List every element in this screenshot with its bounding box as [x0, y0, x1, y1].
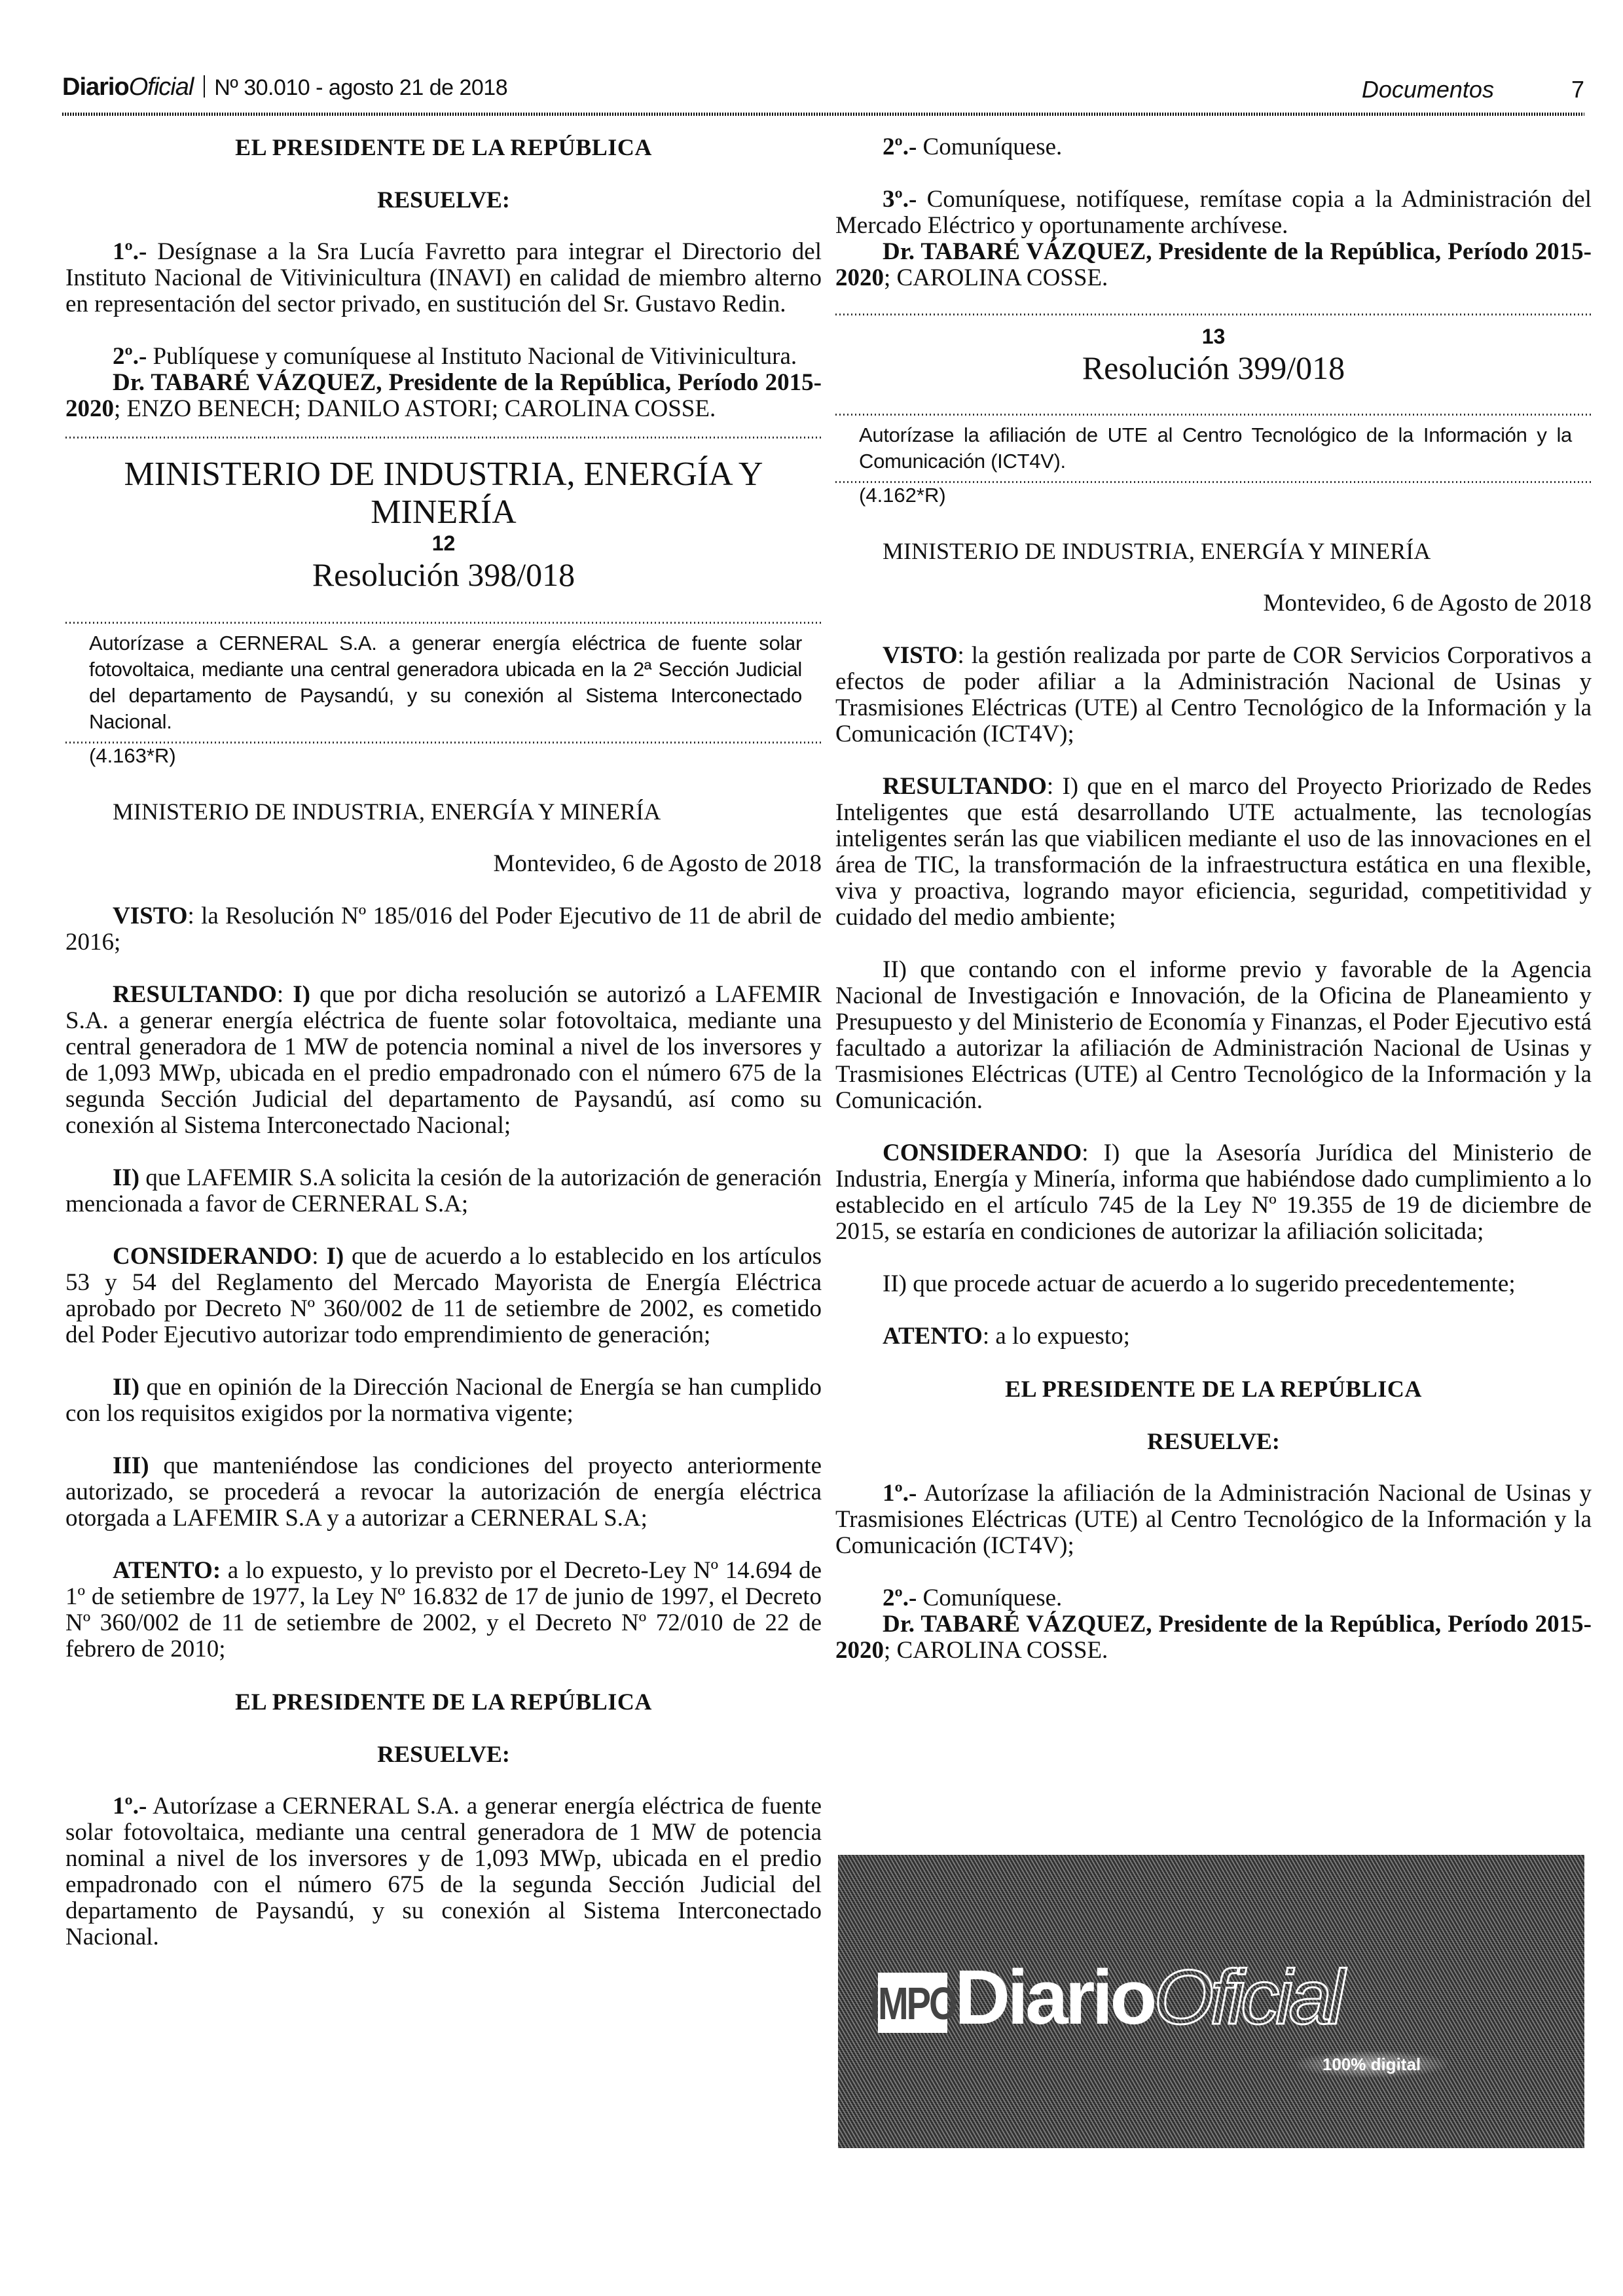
article-label: 2º.- [113, 343, 147, 370]
signature [65, 370, 822, 422]
resultando-ii: II) que contando con el informe previo y favorable de la Agencia Nacional de Investigación e Innovación, de la Oficina de Planeamiento y Presupuesto y del Ministerio de Economía y Finanzas, el Poder Ejecutivo está facultado a autorizar la afiliación de Administración Nacional de Usinas y Trasmisiones Eléctricas (UTE) al Centro Tecnológico de la Información y la Comunicación. [835, 956, 1592, 1114]
resultando-i [835, 774, 1592, 931]
ministry-line: MINISTERIO DE INDUSTRIA, ENERGÍA Y MINERÍA [113, 798, 661, 825]
item-text: que en opinión de la Dirección Nacional de Energía se han cumplido con los requisitos exigidos por la normativa vigente; [65, 1374, 822, 1427]
considerando-ii: II) que procede actuar de acuerdo a lo sugerido precedentemente; [883, 1270, 1516, 1297]
article-text: Autorízase la afiliación de la Administración Nacional de Usinas y Trasmisiones Eléctricas (UTE) al Centro Tecnológico de la Información y la Comunicación (ICT4V); [835, 1480, 1592, 1559]
considerando-i [65, 1244, 822, 1348]
heading-president: EL PRESIDENTE DE LA REPÚBLICA [1005, 1376, 1422, 1402]
article-text: Comuníquese. [917, 134, 1063, 160]
resolution-title: Resolución 399/018 [1082, 350, 1345, 386]
item-label: I) [293, 981, 311, 1008]
atento-text: : a lo expuesto; [982, 1323, 1130, 1350]
visto [65, 903, 822, 956]
resultando-ii [65, 1165, 822, 1217]
heading-resuelve: RESUELVE: [377, 1741, 510, 1767]
issue-info: Nº 30.010 - agosto 21 de 2018 [214, 75, 508, 100]
visto-label: VISTO [883, 642, 958, 669]
brand-bold: Diario [62, 73, 129, 101]
signature-bold: Dr. TABARÉ VÁZQUEZ, Presidente de la República, Período 2015-2020 [835, 1611, 1592, 1664]
article-2 [835, 1585, 1592, 1611]
signature-bold: Dr. TABARÉ VÁZQUEZ, Presidente de la República, Período 2015-2020 [835, 238, 1592, 291]
article-3 [835, 187, 1592, 239]
brand-italic: Oficial [128, 73, 194, 101]
article-1 [835, 1480, 1592, 1559]
article-1 [65, 1793, 822, 1950]
signature [835, 239, 1592, 291]
article-text: Comuníquese, notifíquese, remítase copia a la Administración del Mercado Eléctrico y oportunamente archívese. [835, 186, 1592, 239]
header-rule [62, 113, 1584, 116]
item-label: II) [113, 1374, 140, 1401]
atento [835, 1323, 1592, 1350]
tagline: 100% digital [1296, 2051, 1447, 2077]
colon: : [312, 1243, 327, 1270]
impo-label: IMPO [869, 1977, 956, 2029]
ministry-line: MINISTERIO DE INDUSTRIA, ENERGÍA Y MINERÍA [883, 538, 1431, 564]
article-label: 3º.- [883, 186, 917, 213]
atento [65, 1558, 822, 1662]
item-label: III) [113, 1452, 149, 1479]
resultando-label: RESULTANDO [113, 981, 277, 1008]
left-column [65, 134, 822, 1950]
signature-rest: ; CAROLINA COSSE. [884, 1637, 1108, 1664]
item-text: : I) que la Asesoría Jurídica del Ministerio de Industria, Energía y Minería, informa que habiéndose dado cumplimiento a lo establecido en el artículo 745 de la Ley Nº 19.355 de 19 de diciembre de 2015, se estaría en condiciones de autorizar la afiliación solicitada; [835, 1139, 1592, 1245]
signature-bold: Dr. TABARÉ VÁZQUEZ, Presidente de la República, Período 2015-2020 [65, 369, 822, 422]
article-label: 1º.- [113, 238, 147, 265]
item-text: que manteniéndose las condiciones del proyecto anteriormente autorizado, se procederá a revocar la autorización de energía eléctrica otorgada a LAFEMIR S.A y a autorizar a CERNERAL S.A; [65, 1452, 822, 1532]
considerando-label: CONSIDERANDO [113, 1243, 312, 1270]
resolution-number: 13 [1201, 325, 1226, 348]
page-header [62, 73, 1584, 117]
right-column [835, 134, 1592, 1664]
article-text: Comuníquese. [917, 1585, 1063, 1611]
considerando-ii [65, 1374, 822, 1427]
considerando-i [835, 1140, 1592, 1245]
atento-label: ATENTO: [113, 1557, 221, 1584]
item-label: II) [113, 1164, 140, 1191]
item-text: que de acuerdo a lo establecido en los artículos 53 y 54 del Reglamento del Mercado Mayorista de Energía Eléctrica aprobado por Decreto Nº 360/002 de 11 de setiembre de 2002, es cometido del Poder Ejecutivo autorizar todo emprendimiento de generación; [65, 1243, 822, 1348]
atento-label: ATENTO [883, 1323, 983, 1350]
resolution-number: 12 [431, 531, 456, 555]
page-number: 7 [1571, 76, 1584, 103]
header-right [1362, 76, 1584, 103]
article-text: Publíquese y comuníquese al Instituto Nacional de Vitivinicultura. [147, 343, 797, 370]
diario-oficial-banner[interactable] [838, 1855, 1584, 2148]
heading-resuelve: RESUELVE: [377, 187, 510, 213]
reference-code: (4.162*R) [859, 484, 946, 507]
ministry-title: MINISTERIO DE INDUSTRIA, ENERGÍA Y MINERÍA [124, 456, 763, 531]
article-label: 2º.- [883, 134, 917, 160]
visto [835, 643, 1592, 747]
signature-rest: ; CAROLINA COSSE. [884, 264, 1108, 291]
visto-label: VISTO [113, 903, 188, 929]
atento-text: a lo expuesto, y lo previsto por el Decreto-Ley Nº 14.694 de 1º de setiembre de 1977, la Ley Nº 16.832 de 17 de junio de 1997, el Decreto Nº 360/002 de 11 de setiembre de 2002, y el Decreto Nº 72/010 de 22 de febrero de 2010; [65, 1557, 822, 1662]
resultando-i [65, 982, 822, 1139]
colon: : [276, 981, 293, 1008]
heading-president: EL PRESIDENTE DE LA REPÚBLICA [235, 1689, 652, 1715]
resolution-summary: Autorízase la afiliación de UTE al Centro Tecnológico de la Información y la Comunicación (ICT4V). [859, 423, 1572, 473]
logo-bold: Diario [955, 1954, 1154, 2041]
impo-logo [869, 1973, 956, 2033]
resultando-label: RESULTANDO [883, 773, 1047, 800]
article-label: 2º.- [883, 1585, 917, 1611]
item-label: I) [326, 1243, 344, 1270]
item-text: que por dicha resolución se autorizó a LAFEMIR S.A. a generar energía eléctrica de fuente solar fotovoltaica, mediante una central generadora de 1 MW de potencia nominal a nivel de los inversores y de 1,093 MWp, ubicada en el predio empadronado con el número 675 de la segunda Sección Judicial del departamento de Paysandú, así como su conexión al Sistema Interconectado Nacional; [65, 981, 822, 1139]
section-name: Documentos [1361, 76, 1494, 103]
signature [835, 1611, 1592, 1664]
article-label: 1º.- [883, 1480, 917, 1507]
place-date: Montevideo, 6 de Agosto de 2018 [493, 850, 822, 877]
article-text: Autorízase a CERNERAL S.A. a generar energía eléctrica de fuente solar fotovoltaica, mediante una central generadora de 1 MW de potencia nominal a nivel de los inversores y de 1,093 MWp, ubicada en el predio empadronado con el número 675 de la segunda Sección Judicial del departamento de Paysandú, y su conexión al Sistema Interconectado Nacional. [65, 1793, 822, 1950]
article-1 [65, 239, 822, 317]
resolution-title: Resolución 398/018 [312, 556, 575, 593]
visto-text: : la gestión realizada por parte de COR Servicios Corporativos a efectos de poder afiliar a la Administración Nacional de Usinas y Trasmisiones Eléctricas (UTE) al Centro Tecnológico de la Información y la Comunicación (ICT4V); [835, 642, 1592, 747]
diario-oficial-logo [955, 1953, 1341, 2042]
article-2 [835, 134, 1592, 160]
heading-president: EL PRESIDENTE DE LA REPÚBLICA [235, 134, 652, 160]
header-separator [204, 75, 205, 98]
logo-italic: Oficial [1154, 1954, 1341, 2041]
visto-text: : la Resolución Nº 185/016 del Poder Ejecutivo de 11 de abril de 2016; [65, 903, 822, 956]
item-text: que LAFEMIR S.A solicita la cesión de la autorización de generación mencionada a favor de CERNERAL S.A; [65, 1164, 822, 1217]
signature-rest: ; ENZO BENECH; DANILO ASTORI; CAROLINA COSSE. [114, 395, 716, 422]
reference-code: (4.163*R) [89, 744, 176, 767]
considerando-iii [65, 1453, 822, 1532]
resolution-summary: Autorízase a CERNERAL S.A. a generar energía eléctrica de fuente solar fotovoltaica, mediante una central generadora ubicada en la 2ª Sección Judicial del departamento de Paysandú, y su conexión al Sistema Interconectado Nacional. [89, 632, 802, 733]
considerando-label: CONSIDERANDO [883, 1139, 1082, 1166]
item-text: : I) que en el marco del Proyecto Priorizado de Redes Inteligentes que está desarrollando UTE actualmente, las tecnologías inteligentes serán las que viabilicen mediante el uso de las innovaciones en el área de TIC, la transformación de la infraestructura estática en una flexible, viva y proactiva, logrando mayor eficiencia, seguridad, competitividad y cuidado del medio ambiente; [835, 773, 1592, 931]
masthead [62, 73, 507, 101]
article-text: Desígnase a la Sra Lucía Favretto para integrar el Directorio del Instituto Nacional de Vitivinicultura (INAVI) en calidad de miembro alterno en representación del sector privado, en sustitución del Sr. Gustavo Redin. [65, 238, 822, 317]
place-date: Montevideo, 6 de Agosto de 2018 [1263, 590, 1592, 617]
article-2 [65, 344, 822, 370]
article-label: 1º.- [113, 1793, 147, 1820]
heading-resuelve: RESUELVE: [1147, 1428, 1280, 1454]
